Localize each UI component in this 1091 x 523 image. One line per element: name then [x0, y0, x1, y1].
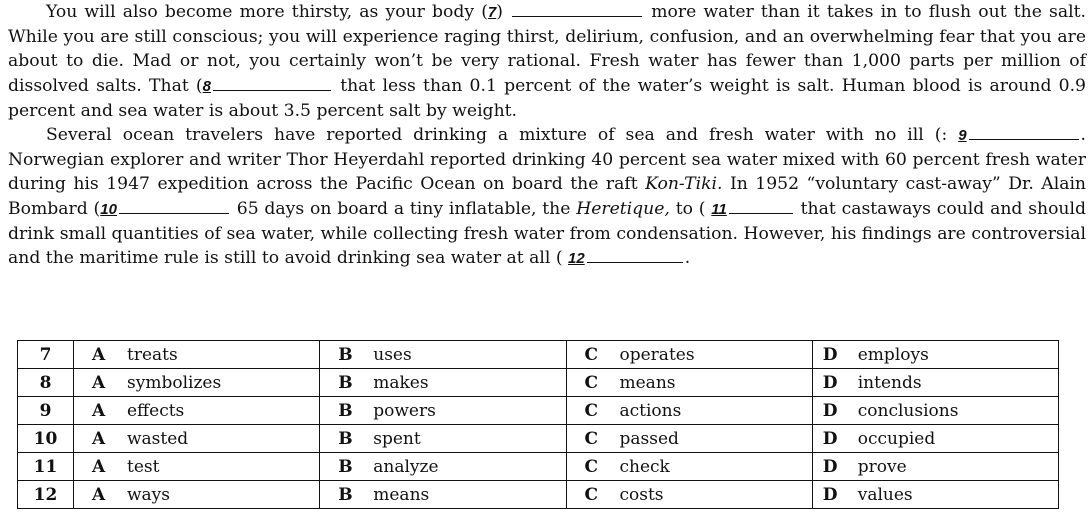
question-number: 9	[18, 397, 74, 425]
question-number-9: 9	[958, 127, 967, 145]
option-text: actions	[619, 400, 682, 421]
question-number: 10	[18, 425, 74, 453]
passage-text: In 1952 “voluntary cast-away” Dr. Alain Bombard (	[8, 174, 1087, 219]
option-text: treats	[127, 344, 178, 365]
option-letter: C	[584, 372, 599, 393]
passage-text: Several ocean travelers have reported drinking a mixture of sea and fresh water with no ill (:	[46, 125, 959, 146]
option-b[interactable]	[320, 481, 566, 509]
option-letter: A	[92, 484, 106, 505]
option-b[interactable]	[320, 341, 566, 369]
option-letter: A	[92, 456, 106, 477]
option-b[interactable]	[320, 453, 566, 481]
option-d[interactable]	[812, 481, 1058, 509]
option-letter: D	[822, 400, 838, 421]
answer-blank-12[interactable]	[587, 246, 683, 263]
option-b[interactable]	[320, 425, 566, 453]
option-letter: A	[92, 400, 106, 421]
question-number-7: 7	[487, 4, 497, 21]
ship-name-kon-tiki: Kon-Tiki.	[645, 174, 723, 195]
option-letter: A	[92, 428, 106, 449]
option-letter: C	[584, 456, 599, 477]
option-letter: D	[822, 372, 838, 393]
option-text: check	[619, 456, 670, 477]
option-text: passed	[619, 428, 679, 449]
answer-blank-9[interactable]	[969, 123, 1079, 140]
option-text: conclusions	[857, 400, 959, 421]
paragraph-1	[8, 0, 1086, 123]
option-letter: C	[584, 484, 599, 505]
question-number: 12	[18, 481, 74, 509]
answer-blank-10[interactable]	[119, 197, 229, 214]
question-number-10: 10	[100, 200, 117, 218]
options-row-10	[18, 425, 1059, 453]
option-letter: D	[822, 484, 838, 505]
passage-text: )	[496, 2, 511, 22]
option-letter: D	[822, 456, 838, 477]
passage-text: . Norwegian explorer and writer Thor Heyerdahl reported drinking 40 percent sea water mixed with 60 percent fresh water during his 1947 expedition across the Pacific Ocean on board the raft	[8, 125, 1086, 195]
option-text: values	[857, 484, 913, 505]
option-letter: D	[822, 344, 838, 365]
option-letter: D	[822, 428, 838, 449]
option-c[interactable]	[566, 425, 812, 453]
options-row-7	[18, 341, 1059, 369]
option-letter: B	[338, 344, 353, 365]
option-text: test	[127, 456, 160, 477]
question-number-12: 12	[568, 250, 585, 268]
option-text: prove	[857, 456, 907, 477]
option-letter: A	[92, 344, 106, 365]
paragraph-2	[8, 123, 1086, 271]
option-b[interactable]	[320, 397, 566, 425]
passage-text: .	[684, 248, 691, 269]
option-d[interactable]	[812, 425, 1058, 453]
boat-name-heretique: Heretique,	[576, 198, 670, 219]
options-row-9	[18, 397, 1059, 425]
option-text: symbolizes	[127, 372, 222, 393]
question-number-11: 11	[711, 200, 727, 218]
option-a[interactable]	[74, 397, 320, 425]
option-text: employs	[857, 344, 929, 365]
answer-blank-8[interactable]	[213, 74, 331, 91]
option-c[interactable]	[566, 341, 812, 369]
option-text: means	[619, 372, 676, 393]
passage-text: that less than 0.1 percent of the water’s weight is salt. Human blood is around 0.9 percent and sea water is about 3.5 percent salt by weight.	[8, 75, 1086, 121]
option-d[interactable]	[812, 453, 1058, 481]
question-number-8: 8	[202, 77, 211, 95]
option-text: wasted	[127, 428, 189, 449]
option-text: ways	[127, 484, 171, 505]
option-letter: B	[338, 372, 353, 393]
option-c[interactable]	[566, 453, 812, 481]
passage-text: that castaways could and should drink small quantities of sea water, while collecting fresh water from condensation. However, his findings are controversial and the maritime rule is still to avoid drinking sea water at all (	[8, 198, 1086, 269]
option-letter: C	[584, 428, 599, 449]
option-a[interactable]	[74, 369, 320, 397]
option-a[interactable]	[74, 341, 320, 369]
option-c[interactable]	[566, 481, 812, 509]
passage	[8, 0, 1086, 271]
option-text: operates	[619, 344, 695, 365]
option-text: uses	[373, 344, 412, 365]
answer-blank-11[interactable]	[729, 197, 793, 214]
option-a[interactable]	[74, 453, 320, 481]
option-text: powers	[373, 400, 436, 421]
option-text: occupied	[857, 428, 936, 449]
option-c[interactable]	[566, 369, 812, 397]
options-table	[17, 340, 1059, 509]
passage-text: more water than it takes in to flush out the salt. While you are still conscious; you will experience raging thirst, delirium, confusion, and an overwhelming fear that you are about to die. Mad or not, you certainly won’t be very rational. Fresh water has fewer than 1,000 parts per million of dissolved salts. That (	[8, 2, 1086, 96]
option-letter: C	[584, 400, 599, 421]
option-letter: C	[584, 344, 599, 365]
question-number: 8	[18, 369, 74, 397]
option-text: means	[373, 484, 430, 505]
option-d[interactable]	[812, 369, 1058, 397]
answer-blank-7[interactable]	[512, 0, 642, 17]
option-text: intends	[857, 372, 922, 393]
option-text: analyze	[373, 456, 439, 477]
option-letter: B	[338, 456, 353, 477]
options-row-8	[18, 369, 1059, 397]
option-text: makes	[373, 372, 429, 393]
option-b[interactable]	[320, 369, 566, 397]
question-number: 7	[18, 341, 74, 369]
passage-text: You will also become more thirsty, as your body (	[46, 2, 488, 22]
options-row-12	[18, 481, 1059, 509]
option-d[interactable]	[812, 341, 1058, 369]
question-number: 11	[18, 453, 74, 481]
option-letter: B	[338, 484, 353, 505]
option-letter: A	[92, 372, 106, 393]
passage-text: to (	[669, 198, 712, 219]
option-text: costs	[619, 484, 664, 505]
option-letter: B	[338, 400, 353, 421]
option-letter: B	[338, 428, 353, 449]
passage-text: 65 days on board a tiny inflatable, the	[230, 198, 577, 219]
options-row-11	[18, 453, 1059, 481]
option-d[interactable]	[812, 397, 1058, 425]
option-c[interactable]	[566, 397, 812, 425]
option-a[interactable]	[74, 425, 320, 453]
option-text: effects	[127, 400, 185, 421]
option-text: spent	[373, 428, 421, 449]
option-a[interactable]	[74, 481, 320, 509]
